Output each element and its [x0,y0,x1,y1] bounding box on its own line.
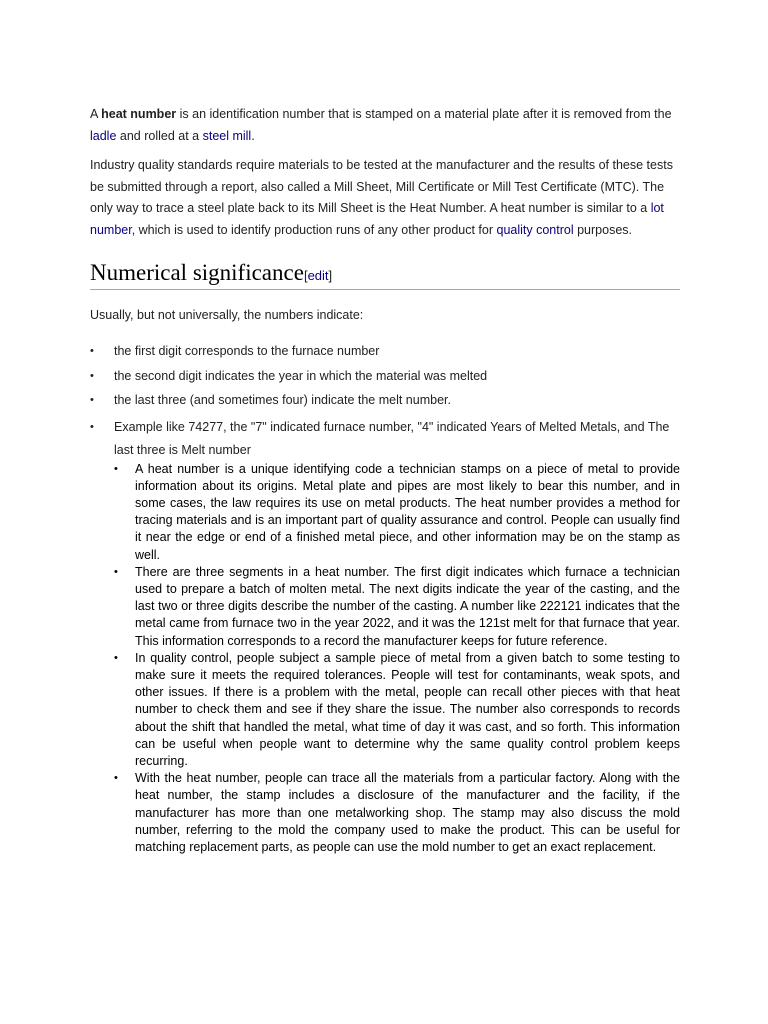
section-intro: Usually, but not universally, the numbers indicate: [90,308,364,322]
list-item [90,367,680,385]
bullet-icon: • [90,345,94,357]
detail-item [114,461,680,564]
detail-list [114,461,680,857]
detail-item-text: In quality control, people subject a sample piece of metal from a given batch to some testing to make sure it meets the required tolerances. People will test for contaminants, weak spots, and other issues. If there is a problem with the metal, people can recall other pieces with that heat number to check them and see if they share the issue. The number also corresponds to records about the shift that handled the metal, what time of day it was cast, and so forth. This information can be useful when people want to determine why the same quality control problem keeps recurring. [135,650,680,768]
intro-paragraph [90,104,680,147]
bullet-icon: • [114,651,118,664]
detail-item [114,770,680,856]
edit-link[interactable]: edit [307,268,329,283]
section-edit [304,268,332,283]
bullet-icon: • [114,772,118,785]
list-item [90,391,680,409]
list-item [90,416,680,857]
edit-bracket-open: [ [303,268,308,283]
article-body [90,104,680,863]
edit-bracket-close: ] [328,268,333,283]
section-heading [90,259,680,290]
intro-text-2: and rolled at a [116,128,203,143]
standards-paragraph [90,155,680,241]
ladle-link[interactable]: ladle [90,128,117,143]
detail-item-text: With the heat number, people can trace all the materials from a particular factory. Along with the heat number, the stamp includes a disclosure of the manufacturer and the facility, if the manufacturer has more than one metalworking shop. The stamp may also discuss the mold number, referring to the mold the company used to make the product. This can be useful for matching replacement parts, as people can use the mold number to get an exact replacement. [135,771,680,854]
intro-text-end: . [251,128,255,143]
standards-text-2: , which is used to identify production runs of any other product for [131,222,497,237]
bullet-icon: • [114,462,118,475]
quality-control-link[interactable]: quality control [496,222,574,237]
standards-text-1: Industry quality standards require materials to be tested at the manufacturer and the results of these tests be submitted through a report, also called a Mill Sheet, Mill Certificate or Mill Test Certificate (MTC). The only way to trace a steel plate back to its Mill Sheet is the Heat Number. A heat number is similar to a [90,158,673,215]
detail-item [114,564,680,650]
detail-item-text: There are three segments in a heat number. The first digit indicates which furnace a technician used to prepare a batch of molten metal. The next digits indicate the year of the casting, and the last two or three digits describe the number of the casting. A number like 222121 indicates that the metal came from furnace two in the year 2022, and it was the 121st melt for that furnace that year. This information corresponds to a record the manufacturer keeps for future reference. [135,564,680,648]
section-title: Numerical significance [90,260,304,285]
list-item-text: the first digit corresponds to the furnace number [114,344,380,358]
intro-lead-text: A [90,107,102,121]
steel-mill-link[interactable]: steel mill [202,128,252,143]
detail-item-text: A heat number is a unique identifying code a technician stamps on a piece of metal to provide information about its origins. Metal plate and pipes are most likely to bear this number, and in some cases, the law requires its use on metal products. The heat number provides a method for tracing materials and is an important part of quality assurance and control. People can usually find it near the edge or end of a finished metal piece, and other information may be on the stamp as well. [135,461,680,562]
detail-item [114,650,680,770]
lot-number-link[interactable]: lot number [90,201,664,237]
digit-meaning-list [90,342,680,856]
bullet-icon: • [90,369,94,382]
bullet-icon: • [114,565,118,578]
list-item-text: the last three (and sometimes four) indicate the melt number. [114,393,451,407]
list-item-text: the second digit indicates the year in which the material was melted [114,368,488,383]
heat-number-term: heat number [101,107,177,121]
intro-text-1: is an identification number that is stamped on a material plate after it is removed from the [176,107,672,121]
list-item [90,342,680,360]
list-item-text: Example like 74277, the "7" indicated furnace number, "4" indicated Years of Melted Metals, and The last three is Melt number [114,419,670,457]
standards-text-3: purposes. [573,222,632,237]
bullet-icon: • [90,420,94,433]
bullet-icon: • [90,394,94,406]
